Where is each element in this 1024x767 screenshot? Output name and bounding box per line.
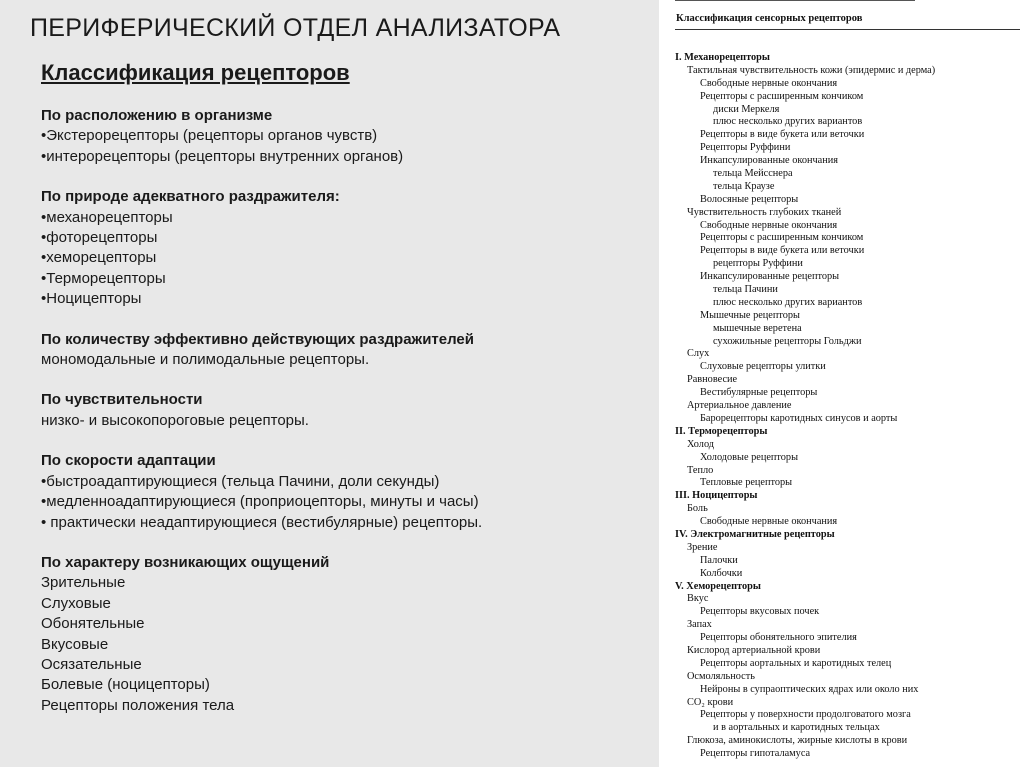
document-section: I. Механорецепторы: [675, 52, 770, 63]
document-row: Инкапсулированные окончания: [700, 155, 838, 167]
scanned-document: [659, 0, 1024, 767]
group-heading: По расположению в организме: [41, 107, 273, 124]
document-section: V. Хеморецепторы: [675, 580, 761, 592]
document-row: Рецепторы с расширенным кончиком: [700, 232, 864, 244]
receptor-classification-list: [675, 52, 1020, 761]
classification-group: [41, 330, 651, 371]
group-line: •быстроадаптирующиеся (тельца Пачини, доли секунды): [41, 472, 440, 490]
document-row: Боль: [687, 503, 708, 515]
group-heading: По чувствительности: [41, 391, 203, 409]
document-row: мышечные веретена: [713, 322, 802, 334]
group-line: •хеморецепторы: [41, 249, 157, 267]
group-heading: По характеру возникающих ощущений: [41, 553, 330, 571]
document-row: Рецепторы гипоталамуса: [700, 748, 811, 760]
subtitle: Классификация рецепторов: [41, 60, 350, 85]
document-row: тельца Мейсснера: [713, 168, 793, 180]
document-row: Рецепторы обонятельного эпителия: [700, 632, 857, 644]
document-row: Чувствительность глубоких тканей: [687, 206, 842, 218]
document-row: Вестибулярные рецепторы: [700, 387, 818, 399]
document-row: Свободные нервные окончания: [700, 516, 838, 528]
document-row: Тактильная чувствительность кожи (эпидермис и дерма): [687, 64, 936, 76]
document-row: Барорецепторы каротидных синусов и аорты: [700, 412, 898, 424]
document-row: Зрение: [687, 541, 718, 553]
document-row: Колбочки: [700, 567, 743, 579]
document-row: Свободные нервные окончания: [700, 77, 838, 89]
group-line: •медленноадаптирующиеся (проприоцепторы, минуты и часы): [41, 493, 479, 511]
group-line: •Экстерорецепторы (рецепторы органов чувств): [41, 127, 378, 145]
group-line: Обонятельные: [41, 615, 145, 633]
document-row: тельца Пачини: [713, 284, 778, 296]
document-row: Свободные нервные окончания: [700, 219, 838, 231]
document-row: Рецепторы в виде букета или веточки: [700, 129, 865, 141]
document-heading: Классификация сенсорных рецепторов: [676, 13, 863, 24]
cropped-top-line: [675, 0, 915, 1]
document-row: Рецепторы вкусовых почек: [700, 606, 820, 618]
document-row: Холодовые рецепторы: [700, 451, 798, 463]
classification-group: [41, 553, 651, 716]
slide-title: ПЕРИФЕРИЧЕСКИЙ ОТДЕЛ АНАЛИЗАТОРА: [30, 14, 561, 42]
classification-groups: [41, 106, 651, 716]
group-heading: По количеству эффективно действующих раздражителей: [41, 330, 474, 348]
document-row: тельца Краузе: [713, 180, 775, 192]
document-row: Волосяные рецепторы: [700, 193, 799, 205]
document-row: Рецепторы с расширенным кончиком: [700, 90, 864, 102]
document-row: Тепловые рецепторы: [700, 477, 793, 489]
classification-group: [41, 187, 651, 309]
classification-group: [41, 390, 651, 431]
document-row: Осмоляльность: [687, 670, 755, 682]
document-row: Рецепторы в виде букета или веточки: [700, 245, 865, 257]
group-line: Зрительные: [41, 574, 126, 592]
group-heading: По скорости адаптации: [41, 452, 216, 470]
document-row: Холод: [687, 438, 715, 450]
group-line: Вкусовые: [41, 635, 109, 653]
group-line: Слуховые: [41, 594, 111, 612]
document-row: плюс несколько других вариантов: [713, 296, 863, 308]
group-line: •интерорецепторы (рецепторы внутренних органов): [41, 147, 404, 165]
document-row: Слуховые рецепторы улитки: [700, 361, 826, 373]
document-row: рецепторы Руффини: [713, 258, 803, 270]
document-row: Рецепторы аортальных и каротидных телец: [700, 657, 892, 669]
document-section: II. Терморецепторы: [675, 425, 768, 437]
group-line: •механорецепторы: [41, 208, 173, 226]
document-row: Глюкоза, аминокислоты, жирные кислоты в крови: [687, 735, 908, 747]
document-row: Тепло: [687, 464, 714, 476]
document-row: Рецепторы у поверхности продолговатого мозга: [700, 709, 911, 721]
document-section: IV. Электромагнитные рецепторы: [675, 528, 835, 540]
group-line: Болевые (ноцицепторы): [41, 676, 210, 694]
group-line: •Терморецепторы: [41, 269, 166, 287]
document-row: диски Меркеля: [713, 103, 780, 115]
group-line: мономодальные и полимодальные рецепторы.: [41, 351, 370, 369]
document-row: Мышечные рецепторы: [700, 309, 800, 321]
document-row: Вкус: [687, 593, 709, 605]
group-heading: По природе адекватного раздражителя:: [41, 188, 340, 206]
document-row: Рецепторы Руффини: [700, 142, 791, 154]
document-row: Артериальное давление: [687, 400, 792, 412]
document-row: сухожильные рецепторы Гольджи: [713, 335, 862, 347]
document-row: Слух: [687, 348, 710, 360]
classification-group: [41, 451, 651, 533]
document-row: Запах: [687, 619, 712, 631]
heading-divider: [675, 29, 1020, 30]
document-row: Равновесие: [687, 374, 738, 386]
group-line: Осязательные: [41, 655, 142, 673]
classification-group: [41, 106, 651, 167]
document-row: Нейроны в супраоптических ядрах или около них: [700, 683, 919, 695]
group-line: •Ноцицепторы: [41, 290, 142, 308]
group-line: Рецепторы положения тела: [41, 696, 235, 714]
group-line: •фоторецепторы: [41, 229, 158, 247]
document-row: Палочки: [700, 554, 738, 566]
classification-text: [41, 60, 651, 736]
document-row: и в аортальных и каротидных тельцах: [713, 722, 880, 734]
group-line: • практически неадаптирующиеся (вестибулярные) рецепторы.: [41, 513, 483, 531]
document-row: Кислород артериальной крови: [687, 644, 821, 656]
document-row: CO₂ крови: [687, 696, 734, 708]
group-line: низко- и высокопороговые рецепторы.: [41, 411, 309, 429]
document-section: III. Ноцицепторы: [675, 490, 758, 502]
document-row: Инкапсулированные рецепторы: [700, 271, 840, 283]
document-row: плюс несколько других вариантов: [713, 116, 863, 128]
